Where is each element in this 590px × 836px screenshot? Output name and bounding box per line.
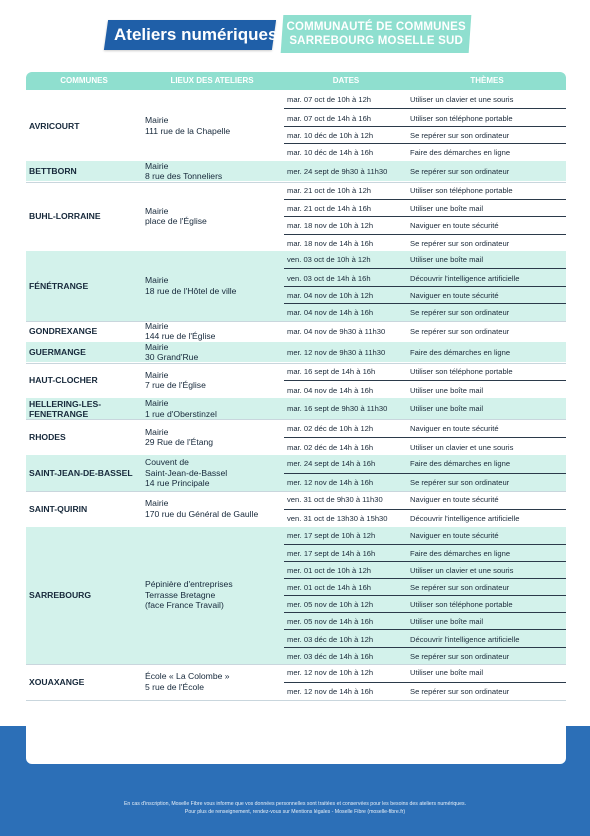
- column-header-dates: DATES: [332, 76, 360, 85]
- venue-line: Mairie: [145, 398, 169, 409]
- commune-group: [26, 527, 566, 664]
- commune-name: GONDREXANGE: [29, 326, 98, 337]
- session-row: [284, 509, 566, 528]
- session-theme: Découvrir l'intelligence artificielle: [410, 273, 520, 283]
- venue-line: Mairie: [145, 115, 169, 126]
- venue-address: [145, 491, 280, 527]
- commune-group: [26, 491, 566, 527]
- session-theme: Se repérer sur son ordinateur: [410, 583, 510, 593]
- session-theme: Utiliser son téléphone portable: [410, 185, 513, 195]
- commune-group: [26, 455, 566, 491]
- session-row: [284, 363, 566, 381]
- venue-address: [145, 91, 280, 161]
- venue-address: [145, 527, 280, 664]
- session-theme: Faire des démarches en ligne: [410, 148, 511, 158]
- session-row: [284, 578, 566, 596]
- session-date: mar. 10 déc de 14h à 16h: [287, 148, 374, 158]
- commune-group: [26, 363, 566, 399]
- venue-line: Pépinière d'entreprises: [145, 579, 233, 590]
- venue-line: Mairie: [145, 341, 169, 352]
- organization-badge: [281, 15, 472, 53]
- session-theme: Se repérer sur son ordinateur: [410, 308, 510, 318]
- session-theme: Utiliser une boîte mail: [410, 668, 484, 678]
- commune-group: [26, 664, 566, 700]
- venue-line: 30 Grand'Rue: [145, 352, 199, 363]
- footer-info-link-text: Pour plus de renseignement, rendez-vous sur Mentions légales - Moselle Fibre (moselle-fibre.fr): [184, 809, 406, 815]
- column-header-communes: COMMUNES: [60, 76, 108, 85]
- venue-address: [145, 321, 280, 342]
- session-date: ven. 31 oct de 13h30 à 15h30: [287, 514, 388, 524]
- session-row: [284, 491, 566, 509]
- venue-line: (face France Travail): [145, 600, 224, 611]
- session-theme: Utiliser son téléphone portable: [410, 113, 513, 123]
- session-row: [284, 182, 566, 199]
- session-date: mar. 21 oct de 14h à 16h: [287, 204, 372, 214]
- footer-privacy-notice: En cas d'inscription, Moselle Fibre vous informe que vos données personnelles sont traitées et conservées pour les besoins des ateliers numériques.: [123, 801, 467, 807]
- session-date: mer. 17 sept de 10h à 12h: [287, 530, 376, 540]
- session-row: [284, 342, 566, 363]
- session-theme: Utiliser une boîte mail: [410, 617, 484, 627]
- commune-name: BETTBORN: [29, 166, 77, 177]
- session-row: [284, 544, 566, 562]
- venue-line: 14 rue Principale: [145, 478, 210, 489]
- venue-line: 8 rue des Tonneliers: [145, 171, 223, 182]
- session-row: [284, 286, 566, 304]
- session-date: mer. 03 déc de 14h à 16h: [287, 651, 374, 661]
- session-date: mer. 12 nov de 14h à 16h: [287, 687, 374, 697]
- session-date: ven. 03 oct de 14h à 16h: [287, 273, 371, 283]
- session-row: [284, 268, 566, 286]
- venue-address: [145, 664, 280, 700]
- commune-group: [26, 91, 566, 161]
- venue-line: 111 rue de la Chapelle: [145, 125, 231, 136]
- page-title: Ateliers numériques: [114, 25, 278, 44]
- session-date: mar. 18 nov de 14h à 16h: [287, 238, 374, 248]
- session-row: [284, 455, 566, 473]
- session-theme: Naviguer en toute sécurité: [410, 495, 499, 505]
- organization-line-1: COMMUNAUTÉ DE COMMUNES: [286, 21, 466, 33]
- session-date: mar. 02 déc de 10h à 12h: [287, 423, 374, 433]
- session-date: mar. 16 sept de 14h à 16h: [287, 366, 376, 376]
- session-row: [284, 398, 566, 419]
- session-theme: Utiliser un clavier et une souris: [410, 442, 514, 452]
- commune-group: [26, 419, 566, 455]
- session-row: [284, 216, 566, 234]
- session-theme: Se repérer sur son ordinateur: [410, 130, 510, 140]
- session-theme: Se repérer sur son ordinateur: [410, 478, 510, 488]
- session-date: mar. 07 oct de 14h à 16h: [287, 113, 372, 123]
- session-theme: Faire des démarches en ligne: [410, 548, 511, 558]
- session-theme: Découvrir l'intelligence artificielle: [410, 634, 520, 644]
- session-date: mer. 24 sept de 14h à 16h: [287, 459, 376, 469]
- session-theme: Utiliser son téléphone portable: [410, 366, 513, 376]
- session-row: [284, 664, 566, 682]
- commune-group: [26, 182, 566, 252]
- session-theme: Utiliser un clavier et une souris: [410, 95, 514, 105]
- session-theme: Faire des démarches en ligne: [410, 347, 511, 357]
- title-badge: [104, 20, 276, 50]
- session-date: mer. 12 nov de 10h à 12h: [287, 668, 374, 678]
- footer: [0, 800, 590, 816]
- venue-line: 1 rue d'Oberstinzel: [145, 408, 217, 419]
- venue-line: 170 rue du Général de Gaulle: [145, 508, 259, 519]
- commune-name: RHODES: [29, 432, 66, 443]
- commune-name: XOUAXANGE: [29, 676, 85, 687]
- session-row: [284, 126, 566, 144]
- session-theme: Se repérer sur son ordinateur: [410, 326, 510, 336]
- venue-line: Mairie: [145, 275, 169, 286]
- venue-line: 144 rue de l'Église: [145, 331, 216, 342]
- session-theme: Se repérer sur son ordinateur: [410, 238, 510, 248]
- session-theme: Utiliser une boîte mail: [410, 255, 484, 265]
- session-date: mer. 05 nov de 14h à 16h: [287, 617, 374, 627]
- commune-name: BUHL-LORRAINE: [29, 211, 101, 222]
- session-theme: Naviguer en toute sécurité: [410, 423, 499, 433]
- venue-line: 5 rue de l'École: [145, 681, 204, 692]
- session-row: [284, 629, 566, 647]
- venue-line: École « La Colombe »: [145, 671, 230, 682]
- session-date: mer. 12 nov de 9h30 à 11h30: [287, 347, 386, 357]
- session-row: [284, 527, 566, 544]
- session-row: [284, 473, 566, 492]
- commune-name: FÉNÉTRANGE: [29, 280, 89, 291]
- session-row: [284, 380, 566, 399]
- session-row: [284, 161, 566, 182]
- session-date: mar. 02 déc de 14h à 16h: [287, 442, 374, 452]
- session-theme: Naviguer en toute sécurité: [410, 291, 499, 301]
- column-header-themes: THÈMES: [470, 76, 504, 85]
- session-row: [284, 682, 566, 701]
- commune-name: SAINT-JEAN-DE-BASSEL: [29, 467, 133, 478]
- session-theme: Naviguer en toute sécurité: [410, 221, 499, 231]
- session-row: [284, 234, 566, 252]
- venue-line: place de l'Église: [145, 216, 207, 227]
- venue-line: Couvent de: [145, 457, 189, 468]
- group-divider: [26, 700, 566, 701]
- session-date: mer. 01 oct de 14h à 16h: [287, 583, 372, 593]
- venue-line: 29 Rue de l'Étang: [145, 437, 214, 448]
- session-row: [284, 437, 566, 456]
- session-theme: Utiliser une boîte mail: [410, 404, 484, 414]
- session-row: [284, 647, 566, 665]
- session-theme: Utiliser une boîte mail: [410, 385, 484, 395]
- session-theme: Utiliser un clavier et une souris: [410, 565, 514, 575]
- venue-line: Mairie: [145, 320, 169, 331]
- commune-name: HAUT-CLOCHER: [29, 375, 98, 386]
- session-date: mer. 03 déc de 10h à 12h: [287, 634, 374, 644]
- venue-address: [145, 251, 280, 321]
- commune-group: [26, 398, 566, 419]
- venue-line: Mairie: [145, 160, 169, 171]
- session-date: mer. 01 oct de 10h à 12h: [287, 565, 372, 575]
- venue-address: [145, 455, 280, 491]
- session-date: mar. 04 nov de 9h30 à 11h30: [287, 326, 386, 336]
- venue-line: 7 rue de l'Église: [145, 380, 206, 391]
- venue-line: 18 rue de l'Hôtel de ville: [145, 285, 237, 296]
- session-date: mer. 05 nov de 10h à 12h: [287, 600, 374, 610]
- session-row: [284, 91, 566, 108]
- commune-name: AVRICOURT: [29, 120, 80, 131]
- session-row: [284, 612, 566, 630]
- commune-group: [26, 251, 566, 321]
- venue-address: [145, 363, 280, 399]
- session-theme: Utiliser son téléphone portable: [410, 600, 513, 610]
- session-date: mar. 10 déc de 10h à 12h: [287, 130, 374, 140]
- session-date: mar. 04 nov de 14h à 16h: [287, 385, 374, 395]
- venue-address: [145, 342, 280, 363]
- commune-name: SARREBOURG: [29, 590, 92, 601]
- commune-name: GUERMANGE: [29, 347, 86, 358]
- session-theme: Naviguer en toute sécurité: [410, 530, 499, 540]
- venue-line: Mairie: [145, 426, 169, 437]
- session-theme: Découvrir l'intelligence artificielle: [410, 514, 520, 524]
- session-date: mar. 04 nov de 10h à 12h: [287, 291, 374, 301]
- session-row: [284, 303, 566, 321]
- commune-name: SAINT-QUIRIN: [29, 503, 88, 514]
- session-row: [284, 199, 566, 217]
- session-row: [284, 321, 566, 342]
- session-theme: Utiliser une boîte mail: [410, 204, 484, 214]
- venue-line: Mairie: [145, 498, 169, 509]
- header: [0, 0, 590, 60]
- commune-name: HELLERING-LES-FENETRANGE: [29, 398, 102, 419]
- session-date: ven. 03 oct de 10h à 12h: [287, 255, 371, 265]
- session-date: ven. 31 oct de 9h30 à 11h30: [287, 495, 383, 505]
- session-row: [284, 419, 566, 437]
- organization-line-2: SARREBOURG MOSELLE SUD: [289, 35, 464, 47]
- session-theme: Se repérer sur son ordinateur: [410, 651, 510, 661]
- session-row: [284, 251, 566, 268]
- session-date: mar. 16 sept de 9h30 à 11h30: [287, 404, 388, 414]
- session-row: [284, 108, 566, 126]
- column-header-lieux: LIEUX DES ATELIERS: [170, 76, 254, 85]
- venue-address: [145, 398, 280, 419]
- session-date: mer. 12 nov de 14h à 16h: [287, 478, 374, 488]
- venue-line: Saint-Jean-de-Bassel: [145, 467, 228, 478]
- venue-line: Terrasse Bretagne: [145, 589, 216, 600]
- venue-address: [145, 419, 280, 455]
- session-theme: Se repérer sur son ordinateur: [410, 166, 510, 176]
- session-row: [284, 143, 566, 161]
- session-date: mer. 17 sept de 14h à 16h: [287, 548, 376, 558]
- session-date: mar. 18 nov de 10h à 12h: [287, 221, 374, 231]
- session-date: mar. 21 oct de 10h à 12h: [287, 185, 372, 195]
- venue-address: [145, 161, 280, 182]
- session-theme: Faire des démarches en ligne: [410, 459, 511, 469]
- commune-group: [26, 161, 566, 182]
- venue-line: Mairie: [145, 205, 169, 216]
- venue-address: [145, 182, 280, 252]
- session-row: [284, 595, 566, 613]
- commune-group: [26, 321, 566, 342]
- commune-group: [26, 342, 566, 363]
- table-header: [26, 72, 566, 90]
- session-date: mar. 07 oct de 10h à 12h: [287, 95, 372, 105]
- session-date: mer. 24 sept de 9h30 à 11h30: [287, 166, 388, 176]
- venue-line: Mairie: [145, 369, 169, 380]
- session-date: mar. 04 nov de 14h à 16h: [287, 308, 374, 318]
- session-row: [284, 561, 566, 579]
- session-theme: Se repérer sur son ordinateur: [410, 687, 510, 697]
- schedule-table: [26, 72, 566, 764]
